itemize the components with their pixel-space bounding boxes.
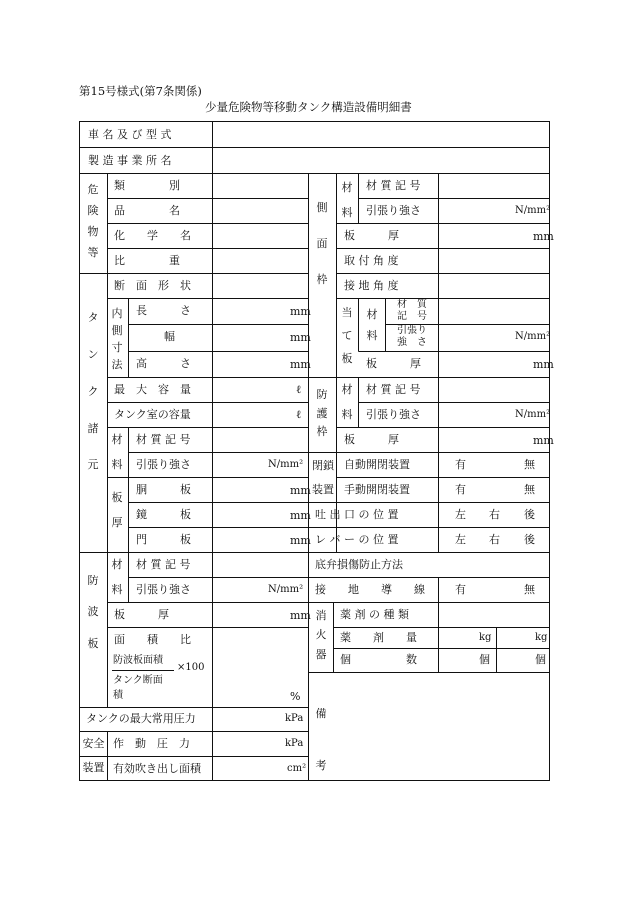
pad-tensile-label: 引張り 強 さ bbox=[397, 325, 427, 348]
tank-room-label: タンク室の容量 bbox=[114, 408, 191, 421]
lever-right: 右 bbox=[489, 533, 500, 546]
tank-width-label: 幅 bbox=[164, 330, 175, 343]
vehicle-label: 車 名 及 び 型 式 bbox=[88, 128, 172, 141]
safety-device-label: 安全装置 bbox=[82, 737, 105, 774]
guard-frame-thick-label: 板 厚 bbox=[344, 433, 399, 446]
side-frame-tensile-unit: N/mm² bbox=[515, 205, 551, 216]
tank-group-label: タンク諸元 bbox=[87, 311, 99, 472]
tank-height-label: 高 さ bbox=[136, 357, 191, 370]
tank-material-label: 材料 bbox=[111, 433, 123, 471]
ground-wire-none: 無 bbox=[524, 583, 535, 596]
side-frame-tensile-label: 引張り強さ bbox=[366, 204, 421, 217]
baffle-tensile-label: 引張り強さ bbox=[136, 583, 191, 596]
count-label: 個 数 bbox=[340, 653, 417, 666]
tank-tensile-label: 引張り強さ bbox=[136, 458, 191, 471]
tank-length-label: 長 さ bbox=[136, 304, 191, 317]
manual-closing-label: 手動開閉装置 bbox=[344, 483, 410, 496]
manual-closing-none: 無 bbox=[524, 483, 535, 496]
form-number: 第15号様式(第7条関係) bbox=[79, 84, 202, 98]
hazard-gravity-label: 比 重 bbox=[114, 254, 180, 267]
tank-inner-label: 内側寸法 bbox=[111, 307, 123, 372]
count-unit-1: 個 bbox=[479, 653, 490, 666]
tank-height-unit: mm bbox=[290, 358, 311, 371]
tank-tensile-unit: N/mm² bbox=[268, 459, 304, 470]
agent-type-label: 薬 剤 の 種 類 bbox=[340, 608, 409, 621]
tank-capacity-unit: ℓ bbox=[296, 383, 302, 396]
closing-device-label: 閉鎖装置 bbox=[312, 459, 334, 497]
baffle-thick-unit: mm bbox=[290, 609, 311, 622]
lever-left: 左 bbox=[455, 533, 466, 546]
tank-body-unit: mm bbox=[290, 484, 311, 497]
tank-mat-code-label: 材 質 記 号 bbox=[136, 433, 191, 446]
pad-thick-label: 板 厚 bbox=[366, 357, 421, 370]
baffle-material-label: 材料 bbox=[111, 558, 123, 596]
maker-label: 製 造 事 業 所 名 bbox=[88, 154, 172, 167]
count-unit-2: 個 bbox=[535, 653, 546, 666]
form-title: 少量危険物等移動タンク構造設備明細書 bbox=[205, 100, 412, 114]
tank-partition-label: 門 板 bbox=[136, 533, 191, 546]
side-frame-thick-unit: mm bbox=[533, 230, 554, 243]
tank-mirror-label: 鏡 板 bbox=[136, 508, 191, 521]
outlet-left: 左 bbox=[455, 508, 466, 521]
guard-frame-thick-unit: mm bbox=[533, 434, 554, 447]
tank-capacity-label: 最 大 容 量 bbox=[114, 383, 191, 396]
tank-section-label: 断 面 形 状 bbox=[114, 279, 191, 292]
auto-closing-none: 無 bbox=[524, 458, 535, 471]
auto-closing-label: 自動開閉装置 bbox=[344, 458, 410, 471]
pad-plate-label: 当て板 bbox=[341, 306, 353, 366]
fraction-line bbox=[112, 670, 174, 671]
pad-tensile-unit: N/mm² bbox=[515, 331, 551, 342]
working-pressure-unit: kPa bbox=[285, 738, 304, 749]
max-pressure-unit: kPa bbox=[285, 713, 304, 724]
guard-frame-material-label: 材料 bbox=[341, 383, 353, 421]
tank-width-unit: mm bbox=[290, 331, 311, 344]
tank-mirror-unit: mm bbox=[290, 509, 311, 522]
manual-closing-has: 有 bbox=[455, 483, 466, 496]
baffle-tensile-unit: N/mm² bbox=[268, 584, 304, 595]
baffle-thick-label: 板 厚 bbox=[114, 608, 169, 621]
blow-area-unit: cm² bbox=[287, 763, 307, 774]
side-frame-ground-angle-label: 接 地 角 度 bbox=[344, 279, 399, 292]
guard-frame-group-label: 防護枠 bbox=[316, 388, 328, 439]
tank-thickness-label: 板厚 bbox=[111, 491, 123, 530]
pad-mat-code-label: 材 質 記 号 bbox=[397, 299, 427, 322]
guard-frame-tensile-label: 引張り強さ bbox=[366, 408, 421, 421]
auto-closing-has: 有 bbox=[455, 458, 466, 471]
side-frame-mat-code-label: 材 質 記 号 bbox=[366, 179, 421, 192]
ground-wire-has: 有 bbox=[455, 583, 466, 596]
baffle-group-label: 防波板 bbox=[87, 574, 99, 650]
ground-wire-label: 接 地 導 線 bbox=[315, 583, 425, 596]
agent-amount-label: 薬 剤 量 bbox=[340, 631, 417, 644]
hazard-name-label: 品 名 bbox=[114, 204, 180, 217]
hazard-kind-label: 類 別 bbox=[114, 179, 180, 192]
tank-room-unit: ℓ bbox=[296, 408, 302, 421]
baffle-mat-code-label: 材 質 記 号 bbox=[136, 558, 191, 571]
outlet-rear: 後 bbox=[524, 508, 535, 521]
lever-rear: 後 bbox=[524, 533, 535, 546]
pad-thick-unit: mm bbox=[533, 358, 554, 371]
baffle-percent-unit: % bbox=[290, 690, 301, 703]
remarks-label: 備考 bbox=[315, 707, 327, 772]
outlet-position-label: 吐 出 口 の 位 置 bbox=[315, 508, 399, 521]
blow-area-label: 有効吹き出し面積 bbox=[113, 762, 201, 775]
pad-material-label: 材料 bbox=[366, 308, 378, 342]
side-frame-angle-label: 取 付 角 度 bbox=[344, 254, 399, 267]
working-pressure-label: 作 動 圧 力 bbox=[113, 737, 190, 750]
baffle-times: ×100 bbox=[177, 662, 205, 673]
baffle-denominator: タンク断面積 bbox=[113, 675, 163, 701]
extinguisher-group-label: 消火器 bbox=[315, 609, 327, 661]
guard-frame-tensile-unit: N/mm² bbox=[515, 409, 551, 420]
tank-body-label: 胴 板 bbox=[136, 483, 191, 496]
tank-length-unit: mm bbox=[290, 305, 311, 318]
side-frame-material-label: 材料 bbox=[341, 181, 353, 219]
tank-partition-unit: mm bbox=[290, 534, 311, 547]
agent-amount-unit-2: kg bbox=[535, 632, 548, 643]
valve-protection-label: 底弁損傷防止方法 bbox=[315, 558, 403, 571]
guard-frame-mat-code-label: 材 質 記 号 bbox=[366, 383, 421, 396]
agent-amount-unit-1: kg bbox=[479, 632, 492, 643]
hazard-chem-label: 化 学 名 bbox=[114, 229, 191, 242]
lever-position-label: レ バ ー の 位 置 bbox=[315, 533, 399, 546]
outlet-right: 右 bbox=[489, 508, 500, 521]
side-frame-thick-label: 板 厚 bbox=[344, 229, 399, 242]
hazard-group-label: 危険物等 bbox=[87, 183, 99, 259]
baffle-area-ratio-label: 面 積 比 bbox=[114, 633, 191, 646]
baffle-numerator: 防波板面積 bbox=[113, 655, 163, 666]
side-frame-group-label: 側面枠 bbox=[316, 201, 328, 286]
max-pressure-label: タンクの最大常用圧力 bbox=[86, 712, 196, 725]
